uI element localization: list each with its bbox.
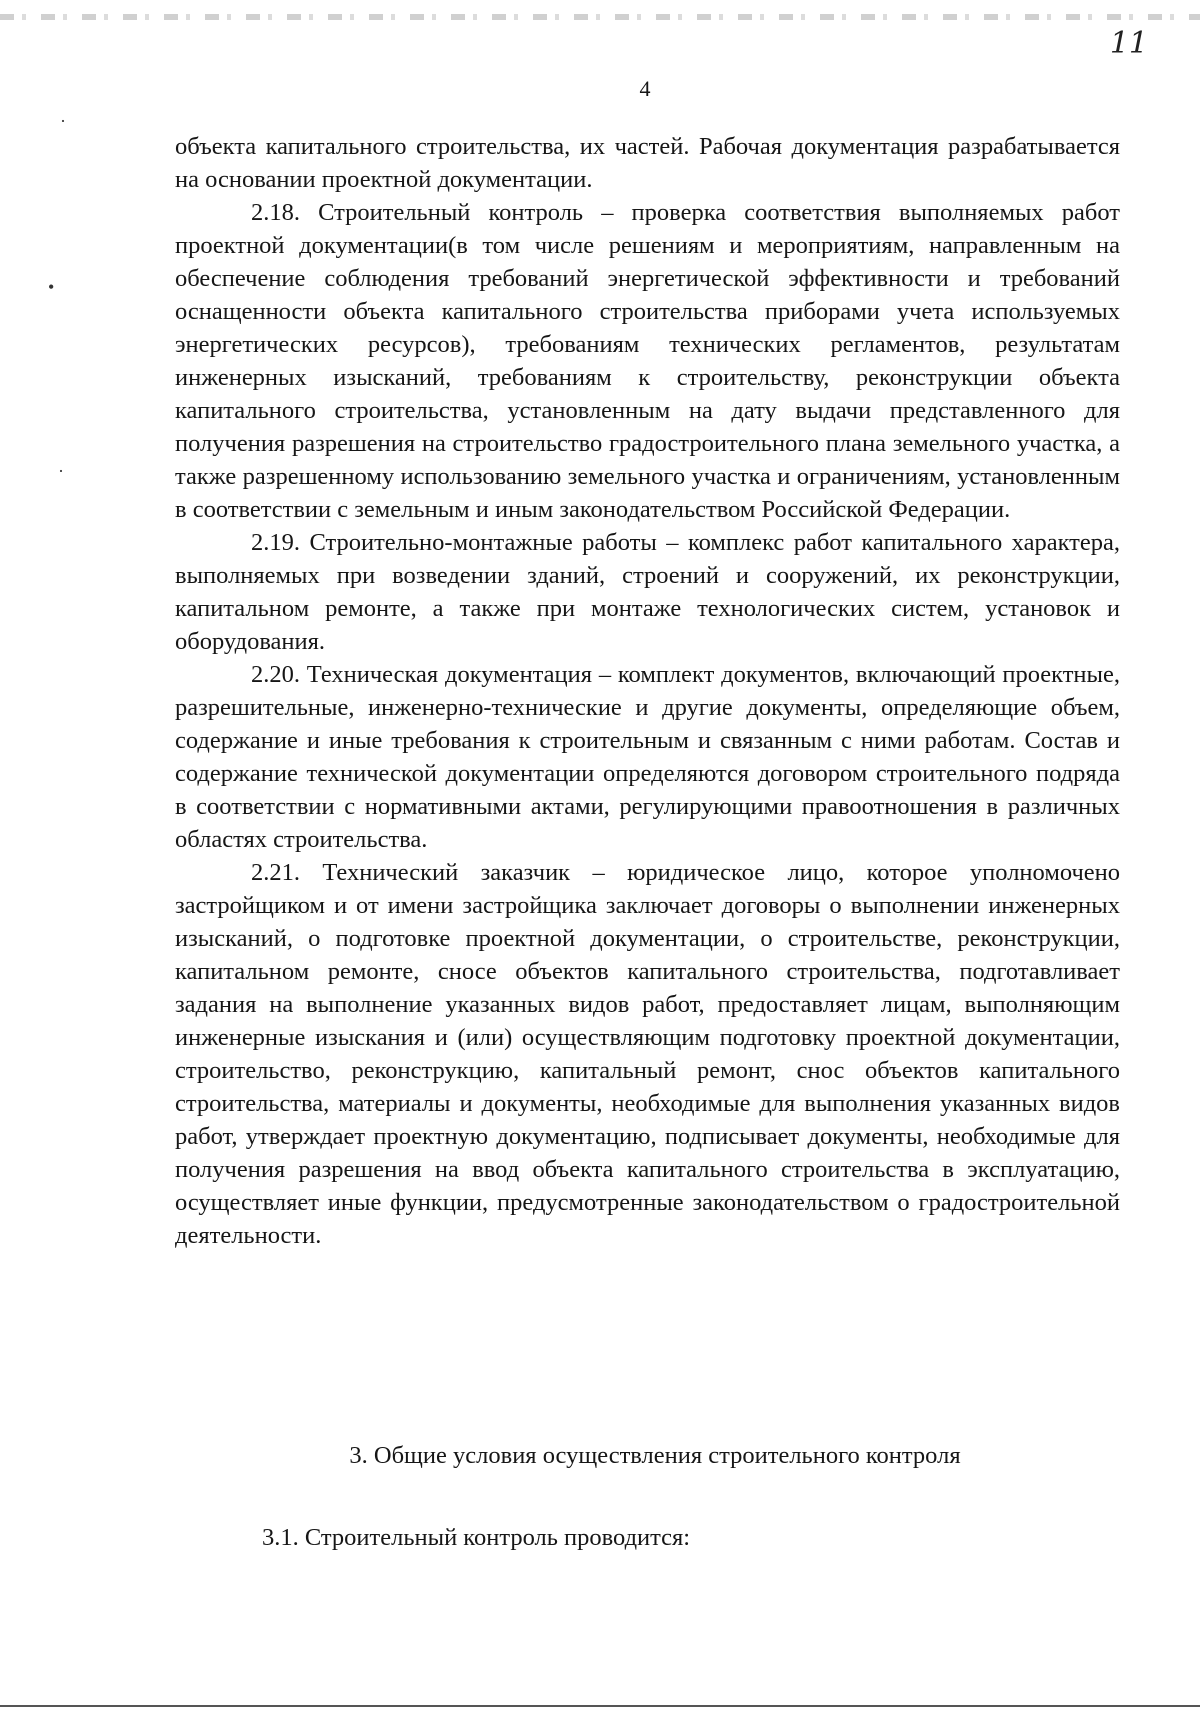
section-heading: 3. Общие условия осуществления строительного контроля [349, 1442, 961, 1469]
scan-bottom-edge [0, 1705, 1200, 1707]
paragraph-2-21: 2.21. Технический заказчик – юридическое лицо, которое уполномочено застройщиком и от имени застройщика заключает договоры о выполнении инженерных изысканий, о подготовке проектной документации, о строительстве, реконструкции, капитальном ремонте, сносе объектов капитального строительства, подготавливает задания на выполнение указанных видов работ, предоставляет лицам, выполняющим инженерные изыскания и (или) осуществляющим подготовку проектной документации, строительство, реконструкцию, капитальный ремонт, снос объектов капитального строительства, материалы и документы, необходимые для выполнения указанных видов работ, утверждает проектную документацию, подписывает документы, необходимые для получения разрешения на ввод объекта капитального строительства в эксплуатацию, осуществляет иные функции, предусмотренные законодательством о градостроительной деятельности. [175, 859, 1120, 1249]
page-number: 4 [639, 76, 651, 101]
document-body [175, 130, 1120, 1252]
paragraph-2-18: 2.18. Строительный контроль – проверка соответствия выполняемых работ проектной документации(в том числе решениям и мероприятиям, направленным на обеспечение соблюдения требований энергетической эффективности и требований оснащенности объекта капитального строительства приборами учета используемых энергетических ресурсов), требованиям технических регламентов, результатам инженерных изысканий, требованиям к строительству, реконструкции объекта капитального строительства, установленным на дату выдачи представленного для получения разрешения на строительство градостроительного плана земельного участка, а также разрешенному использованию земельного участка и ограничениям, установленным в соответствии с земельным и иным законодательством Российской Федерации. [175, 199, 1120, 523]
paragraph-2-20: 2.20. Техническая документация – комплект документов, включающий проектные, разрешительные, инженерно-технические и другие документы, определяющие объем, содержание и иные требования к строительным и связанным с ними работам. Состав и содержание технической документации определяются договором строительного подряда в соответствии с нормативными актами, регулирующими правоотношения в различных областях строительства. [175, 661, 1120, 853]
scan-speck: • [48, 277, 55, 297]
sheet-number: 11 [1109, 26, 1148, 61]
paragraph-continuation: объекта капитального строительства, их частей. Рабочая документация разрабатывается на основании проектной документации. [175, 133, 1120, 193]
scan-speck: · [60, 111, 66, 131]
scan-top-edge [0, 14, 1200, 20]
item-3-1: 3.1. Строительный контроль проводится: [262, 1524, 691, 1551]
scan-speck: · [58, 461, 64, 481]
paragraph-2-19: 2.19. Строительно-монтажные работы – комплекс работ капитального характера, выполняемых при возведении зданий, строений и сооружений, их реконструкции, капитальном ремонте, а также при монтаже технологических систем, установок и оборудования. [175, 529, 1120, 655]
